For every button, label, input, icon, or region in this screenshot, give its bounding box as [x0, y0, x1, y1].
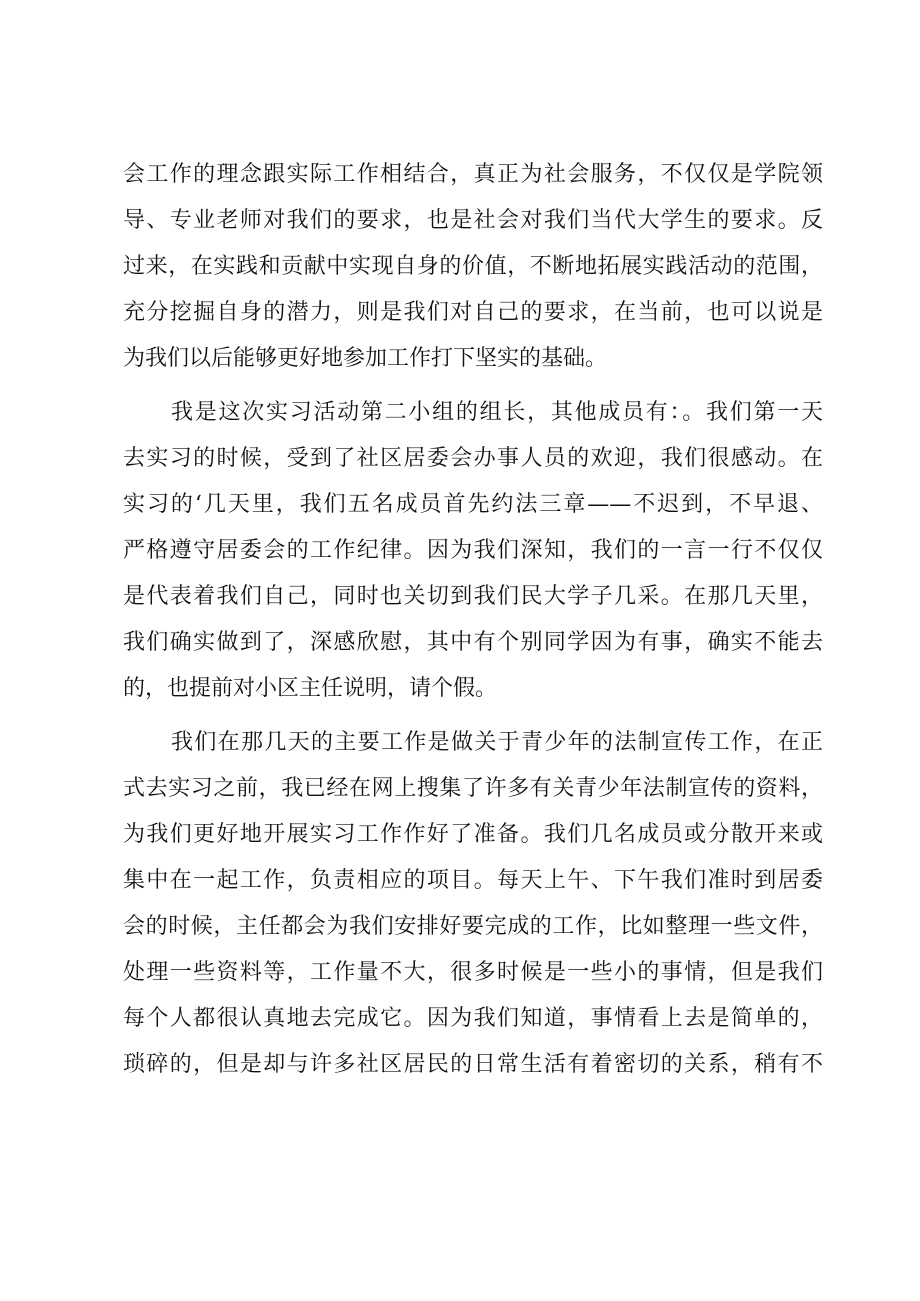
- paragraph-gap: [123, 382, 823, 390]
- text-line: 我是这次实习活动第二小组的组长，其他成员有：。我们第一天: [171, 400, 823, 425]
- text-line: 处理一些资料等，工作量不大，很多时候是一些小的事情，但是我们: [123, 960, 823, 985]
- text-line: 是代表着我们自己，同时也关切到我们民大学子几采。在那几天里，: [123, 584, 823, 609]
- text-line: 的，也提前对小区主任说明，请个假。: [123, 676, 498, 701]
- text-line: 集中在一起工作，负责相应的项目。每天上午、下午我们准时到居委: [123, 868, 823, 893]
- text-line: 会的时候，主任都会为我们安排好要完成的工作，比如整理一些文件，: [123, 914, 823, 939]
- paragraph-2: [123, 390, 823, 712]
- text-line: 我们在那几天的主要工作是做关于青少年的法制宣传工作，在正: [171, 730, 823, 755]
- text-line: 严格遵守居委会的工作纪律。因为我们深知，我们的一言一行不仅仅: [123, 538, 823, 563]
- text-line: 实习的‘几天里，我们五名成员首先约法三章——不迟到，不早退、: [123, 492, 823, 517]
- text-line: 去实习的时候，受到了社区居委会办事人员的欢迎，我们很感动。在: [123, 446, 823, 471]
- text-line: 导、专业老师对我们的要求，也是社会对我们当代大学生的要求。反: [123, 208, 823, 233]
- document-body: [123, 152, 823, 1088]
- paragraph-1: [123, 152, 823, 382]
- text-line: 我们确实做到了，深感欣慰，其中有个别同学因为有事，确实不能去: [123, 630, 823, 655]
- text-line: 式去实习之前，我已经在网上搜集了许多有关青少年法制宣传的资料，: [123, 776, 823, 801]
- paragraph-3: [123, 720, 823, 1088]
- text-line: 琐碎的，但是却与许多社区居民的日常生活有着密切的关系，稍有不: [123, 1052, 823, 1077]
- text-line: 充分挖掘自身的潜力，则是我们对自己的要求，在当前，也可以说是: [123, 300, 823, 325]
- text-line: 为我们以后能够更好地参加工作打下坚实的基础。: [123, 346, 608, 371]
- text-line: 为我们更好地开展实习工作作好了准备。我们几名成员或分散开来或: [123, 822, 823, 847]
- text-line: 会工作的理念跟实际工作相结合，真正为社会服务，不仅仅是学院领: [123, 162, 823, 187]
- paragraph-gap: [123, 712, 823, 720]
- text-line: 每个人都很认真地去完成它。因为我们知道，事情看上去是简单的，: [123, 1006, 823, 1031]
- text-line: 过来，在实践和贡献中实现自身的价值，不断地拓展实践活动的范围，: [123, 254, 823, 279]
